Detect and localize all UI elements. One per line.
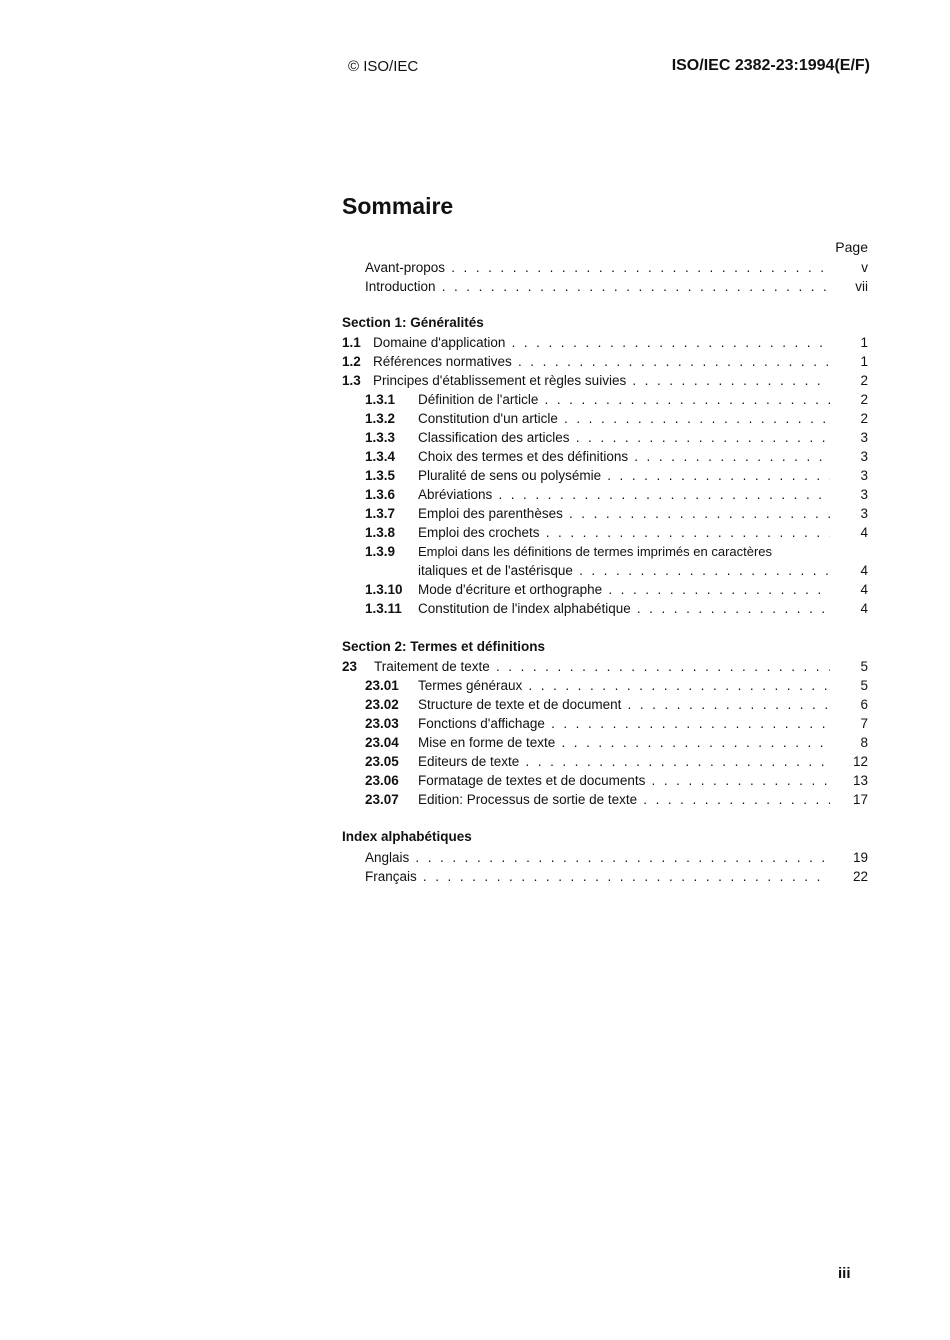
toc-entry[interactable] (342, 371, 868, 390)
toc-entry-number: 1.3.5 (365, 468, 396, 483)
toc-entry[interactable] (365, 447, 868, 466)
toc-entry[interactable] (342, 657, 868, 676)
toc-entry[interactable] (365, 504, 868, 523)
toc-entry-label: Fonctions d'affichage . . . (418, 714, 830, 733)
toc-entry-label: Constitution d'un article . . . (418, 409, 830, 428)
toc-entry-number: 23.05 (365, 754, 399, 769)
toc-entry-number: 1.3.1 (365, 392, 396, 407)
toc-entry-number: 23.06 (365, 773, 399, 788)
toc-entry-number: 1.3.11 (365, 601, 402, 616)
toc-entry-avant-propos[interactable] (365, 258, 868, 277)
toc-entry-number: 1.3.6 (365, 487, 396, 502)
toc-entry-number: 23.07 (365, 792, 399, 807)
toc-entry[interactable] (342, 333, 868, 352)
toc-entry-label: Mode d'écriture et orthographe . . . (418, 580, 830, 599)
toc-entry-page: 4 (860, 563, 868, 578)
toc-entry-number: 23.02 (365, 697, 399, 712)
toc-entry-number: 1.3.9 (365, 544, 396, 559)
toc-entry-page: 2 (860, 373, 868, 388)
toc-entry[interactable] (365, 428, 868, 447)
toc-entry-label: Avant-propos . . . (365, 258, 830, 277)
header-left: © ISO/IEC (348, 58, 419, 75)
toc-entry-page: 4 (860, 601, 868, 616)
toc-entry-label: Français . . . (365, 867, 830, 886)
toc-entry-page: vii (855, 279, 868, 294)
toc-entry-label: Classification des articles . . . (418, 428, 830, 447)
toc-entry-label: Définition de l'article . . . (418, 390, 830, 409)
toc-entry-page: 4 (860, 582, 868, 597)
toc-entry[interactable] (342, 352, 868, 371)
toc-entry-number: 23.04 (365, 735, 399, 750)
toc-entry-page: 1 (860, 354, 868, 369)
toc-entry-page: 1 (860, 335, 868, 350)
toc-entry-page: 2 (860, 392, 868, 407)
toc-entry-label: Abréviations . . . (418, 485, 830, 504)
toc-entry[interactable] (365, 771, 868, 790)
toc-entry-number: 1.2 (342, 354, 361, 369)
toc-entry-number: 23.03 (365, 716, 399, 731)
toc-entry[interactable] (365, 466, 868, 485)
toc-entry-label: Formatage de textes et de documents . . . (418, 771, 830, 790)
toc-entry[interactable] (365, 695, 868, 714)
toc-entry-page: 2 (860, 411, 868, 426)
page-title: Sommaire (342, 193, 454, 219)
toc-entry-number: 1.3.4 (365, 449, 396, 464)
toc-entry-label: Emploi dans les définitions de termes imprimés en caractères (418, 544, 773, 559)
toc-entry-label: Structure de texte et de document . . . (418, 695, 830, 714)
header-right: ISO/IEC 2382-23:1994(E/F) (671, 57, 870, 74)
toc-entry[interactable] (365, 790, 868, 809)
toc-entry-introduction[interactable] (365, 277, 868, 296)
toc-entry-number: 1.3.8 (365, 525, 396, 540)
toc-entry-number: 1.3.7 (365, 506, 396, 521)
toc-entry[interactable] (365, 485, 868, 504)
toc-entry-number: 1.3.3 (365, 430, 396, 445)
toc-entry-label: Anglais . . . (365, 848, 830, 867)
toc-entry-page: 8 (860, 735, 868, 750)
page-column-label: Page (835, 239, 868, 255)
toc-entry-label: Edition: Processus de sortie de texte . . . (418, 790, 830, 809)
toc-entry-number: 23 (342, 659, 358, 674)
toc-entry-label: Mise en forme de texte . . . (418, 733, 830, 752)
toc-entry[interactable] (365, 542, 868, 561)
toc-entry[interactable] (365, 390, 868, 409)
toc-entry-page: 5 (860, 678, 868, 693)
toc-entry[interactable] (365, 599, 868, 618)
toc-entry[interactable] (365, 523, 868, 542)
toc-entry-anglais[interactable] (365, 848, 868, 867)
page-number: iii (838, 1265, 851, 1282)
toc-entry-label: Emploi des crochets . . . (418, 523, 830, 542)
toc-entry-page: 17 (852, 792, 868, 807)
toc-entry-number: 1.3 (342, 373, 361, 388)
toc-entry[interactable] (365, 676, 868, 695)
toc-entry-page: 12 (852, 754, 868, 769)
section-2-heading: Section 2: Termes et définitions (342, 639, 546, 654)
toc-entry-label: Termes généraux . . . (418, 676, 830, 695)
toc-entry-page: 7 (860, 716, 868, 731)
toc-entry-francais[interactable] (365, 867, 868, 886)
toc-entry-label: Constitution de l'index alphabétique . . . (418, 599, 830, 618)
index-heading: Index alphabétiques (342, 829, 472, 844)
toc-entry-page: 3 (860, 506, 868, 521)
toc-entry-number: 1.3.10 (365, 582, 403, 597)
toc-entry-page: 3 (860, 449, 868, 464)
toc-entry[interactable] (365, 733, 868, 752)
toc-entry-page: 13 (852, 773, 868, 788)
toc-entry[interactable] (365, 580, 868, 599)
toc-entry-number: 1.3.2 (365, 411, 396, 426)
toc-entry-label: italiques et de l'astérisque . . . (418, 561, 830, 580)
toc-entry-label: Références normatives . . . (373, 352, 830, 371)
toc-entry-label: Emploi des parenthèses . . . (418, 504, 830, 523)
toc-entry[interactable] (365, 714, 868, 733)
toc-entry-page: 3 (860, 487, 868, 502)
toc-entry[interactable] (365, 752, 868, 771)
toc-entry-page: 19 (852, 850, 868, 865)
toc-entry-label: Editeurs de texte . . . (418, 752, 830, 771)
toc-entry-page: 5 (860, 659, 868, 674)
toc-entry-number: 1.1 (342, 335, 361, 350)
toc-entry-label: Principes d'établissement et règles suivies . . . (373, 371, 830, 390)
toc-entry-page: 4 (860, 525, 868, 540)
toc-entry-continuation[interactable] (365, 561, 868, 580)
toc-entry-label: Pluralité de sens ou polysémie . . . (418, 466, 830, 485)
toc-entry-page: 22 (852, 869, 868, 884)
toc-entry-page: v (861, 260, 868, 275)
section-1-heading: Section 1: Généralités (342, 315, 484, 330)
toc-entry-label: Introduction . . . (365, 277, 830, 296)
toc-entry-label: Choix des termes et des définitions . . . (418, 447, 830, 466)
toc-entry[interactable] (365, 409, 868, 428)
toc-entry-number: 23.01 (365, 678, 399, 693)
toc-entry-label: Domaine d'application . . . (373, 333, 830, 352)
toc-entry-page: 3 (860, 430, 868, 445)
toc-entry-page: 3 (860, 468, 868, 483)
toc-entry-label: Traitement de texte . . . (374, 657, 830, 676)
toc-entry-page: 6 (860, 697, 868, 712)
